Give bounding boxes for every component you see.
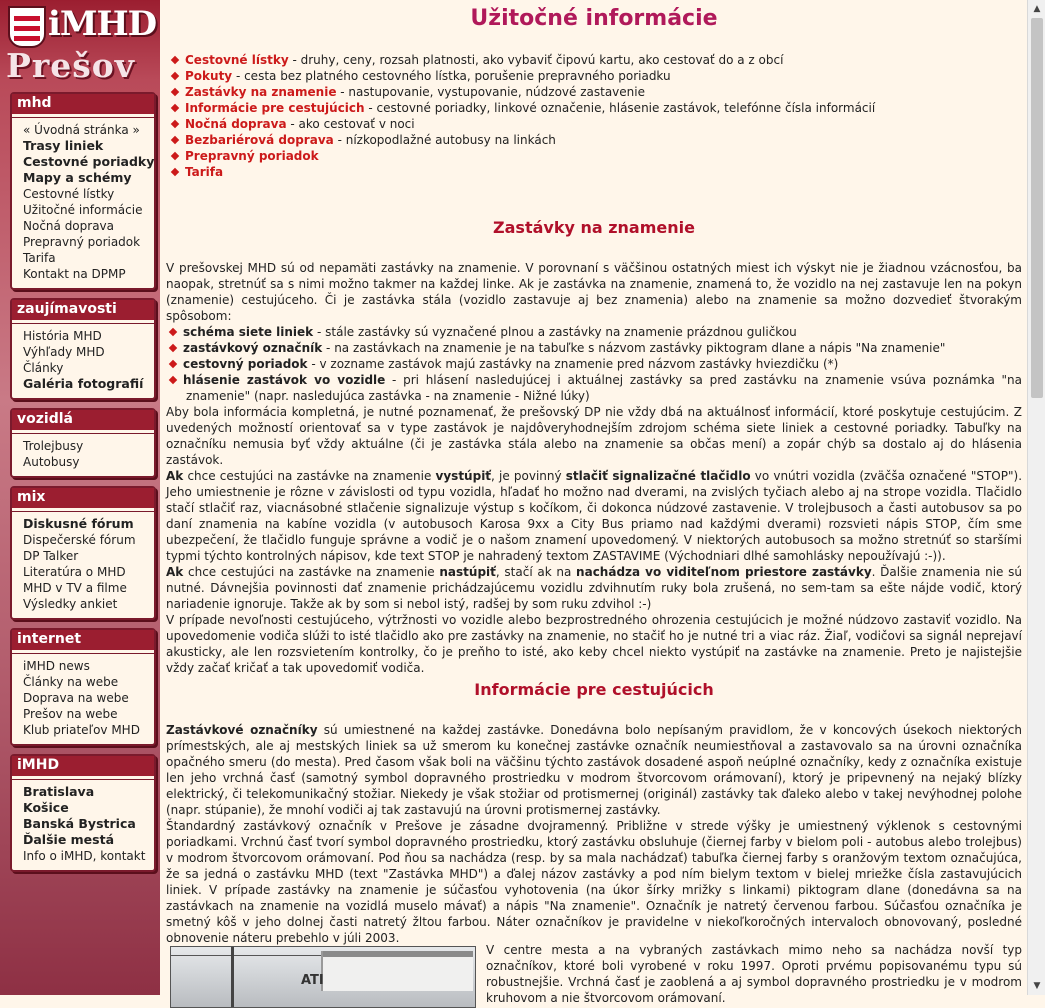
sidebar-item[interactable]: « Úvodná stránka » — [23, 123, 140, 137]
sidebar-menu — [12, 117, 154, 288]
sidebar-section-title: mhd — [12, 94, 154, 117]
info-text — [166, 722, 1022, 946]
list-item — [170, 372, 1022, 404]
bullet-icon — [171, 168, 179, 176]
list-item-term: hlásenie zastávok vo vozidle — [183, 373, 386, 387]
bullet-icon — [171, 120, 179, 128]
bullet-icon — [169, 328, 177, 336]
list-item-term: schéma siete liniek — [183, 325, 314, 339]
sidebar-item[interactable]: Články — [23, 361, 64, 375]
sidebar-section-0 — [10, 92, 156, 290]
sidebar-item[interactable]: Banská Bystrica — [23, 816, 136, 831]
toc-link[interactable]: Zastávky na znamenie — [185, 85, 337, 99]
sidebar-item[interactable]: Cestovné poriadky — [23, 154, 155, 169]
bullet-icon — [171, 88, 179, 96]
toc-description: - ako cestovať v noci — [286, 117, 415, 131]
sidebar-section-title: zaujímavosti — [12, 300, 154, 323]
bullet-icon — [169, 376, 177, 384]
toc-link[interactable]: Prepravný poriadok — [185, 149, 319, 163]
sidebar-item[interactable]: Mapy a schémy — [23, 170, 132, 185]
sidebar-item[interactable]: Cestovné lístky — [23, 187, 115, 201]
sidebar-item[interactable]: Užitočné informácie — [23, 203, 143, 217]
toc-item — [172, 100, 875, 116]
sidebar-section-1 — [10, 298, 156, 400]
list-item-term: zastávkový označník — [183, 341, 323, 355]
bullet-icon — [171, 152, 179, 160]
sidebar-item[interactable]: Tarifa — [23, 251, 56, 265]
list-item-text: - pri hlásení nasledujúcej i aktuálnej zastávky sa pred zastávku na znamenie vsúva poznámka "na znamenie" (napr. nasledujúca zastávka - na znamenie - Nižné lúky) — [186, 373, 1022, 403]
list-item-text: - stále zastávky sú vyznačené plnou a zastávky na znamenie prázdnou guličkou — [313, 325, 797, 339]
sidebar-section-title: iMHD — [12, 756, 154, 779]
sidebar-menu — [12, 779, 154, 870]
scroll-down-icon[interactable]: ▼ — [1033, 981, 1041, 991]
zastavky-paragraph-3: Ak chce cestujúci na zastávke na znamenie vystúpiť, je povinný stlačiť signalizačné tlačidlo vo vnútri vozidla (zväčša označené "STOP"). Jeho umiestnenie je rôzne v závislosti od typu vozidla, hľadať ho možno nad dverami, na zvislých tyčiach alebo aj na strope vozidla. Tlačidlo stačí stlačiť raz, viacnásobné stlačenie signalizuje výstup s kočíkom, či dokonca núdzové zastavenie. V trolejbusoch a časti autobusov sa po daní znamenia na kabíne vozidla (v autobusoch Karosa 9xx a City Bus priamo nad každými dverami) rozsvieti nápis STOP, čím sme ubezpečení, že tlačidlo funguje správne a vodič je o našom znamení upovedomený. V niektorých autobusoch sa možno stretnúť so staršími typmi týchto kontrolných nápisov, kde text STOP je nahradený textom ZASTAVIME (Východniari dlhé samohlásky nepoužívajú :-)). — [166, 469, 1023, 563]
sidebar-item[interactable]: Bratislava — [23, 784, 95, 799]
imhd-presov-logo[interactable] — [0, 0, 160, 88]
sidebar-item[interactable]: Prešov na webe — [23, 707, 118, 721]
sidebar-item[interactable]: Prepravný poriadok — [23, 235, 141, 249]
logo-title: iMHD — [48, 4, 157, 44]
sidebar-section-title: internet — [12, 630, 154, 653]
sidebar-item[interactable]: Výsledky ankiet — [23, 597, 118, 611]
bullet-icon — [171, 104, 179, 112]
sidebar-menu — [12, 653, 154, 744]
sidebar-item[interactable]: História MHD — [23, 329, 102, 343]
list-item-text: - v zozname zastávok majú zastávky na znamenie pred názvom zastávky hviezdičku (*) — [307, 357, 839, 371]
sidebar-item[interactable]: Info o iMHD, kontakt — [23, 849, 146, 863]
list-item — [170, 356, 1022, 372]
bullet-icon — [171, 72, 179, 80]
zastavky-text — [166, 260, 1022, 676]
toc-description: - cestovné poriadky, linkové označenie, hlásenie zastávok, telefónne čísla informácií — [364, 101, 876, 115]
sidebar-menu — [12, 511, 154, 618]
toc-description: - nízkopodlažné autobusy na linkách — [333, 133, 556, 147]
sidebar-item[interactable]: Klub priateľov MHD — [23, 723, 140, 737]
toc-link[interactable]: Nočná doprava — [185, 117, 287, 131]
zastavky-paragraph-4: Ak chce cestujúci na zastávke na znamenie nastúpiť, stačí ak na nachádza vo viditeľnom priestore zastávky. Ďalšie znamenia nie sú nutné. Dávnejšia povinnosti dať znamenie prichádzajúcemu vozidlu zdvihnutím ruky bola zrušená, no sem-tam sa ešte nájde vodič, ktorý nariadenie ignoruje. Takže ak by som si nebol istý, radšej by som ruku zdvihol :-) — [166, 565, 1023, 611]
info-paragraph-1: Zastávkové označníky sú umiestnené na každej zastávke. Donedávna bolo nepísaným pravidlom, že v koncových úsekoch niektorých prímestských, ale aj mestských liniek sa už smerom ku konečnej zastávke označník neumiestňoval a zastavovalo sa na úrovni označníka opačného smeru (do mesta). Pred časom však boli na väčšinu týchto zastávok dosadené aspoň neúplné označníky, kedy z označníka existuje len jeho vrchná časť (samotný symbol dopravného prostriedku v modrom štvorcovom orámovaní), ktorý je pripevnený na nejaký blízky elektrický, či telekomunikačný stožiar. Niekedy je však stožiar od protismernej (originál) zastávky tak ďaleko alebo v takej nevýhodnej polohe (napr. stúpanie), že mnohí vodiči aj tak zastavujú na úrovni protismernej zastávky. — [166, 723, 1022, 817]
sidebar-section-title: vozidlá — [12, 410, 154, 433]
toc-item — [172, 68, 875, 84]
sidebar-section-2 — [10, 408, 156, 478]
toc-link[interactable]: Pokuty — [185, 69, 233, 83]
list-item-text: - na zastávkach na znamenie je na tabuľke s názvom zastávky piktogram dlane a nápis "Na znamenie" — [322, 341, 946, 355]
toc-link[interactable]: Cestovné lístky — [185, 53, 289, 67]
sidebar-item[interactable]: Literatúra o MHD — [23, 565, 126, 579]
list-item — [170, 324, 1022, 340]
photo-sign-text: ATI — [301, 973, 324, 988]
toc-item — [172, 148, 875, 164]
sidebar-item[interactable]: Ďalšie mestá — [23, 832, 115, 847]
bullet-icon — [171, 56, 179, 64]
page-title: Užitočné informácie — [470, 6, 718, 31]
sidebar-item[interactable]: Košice — [23, 800, 69, 815]
logo-city: Prešov — [6, 46, 135, 85]
main-content — [166, 0, 1023, 1005]
list-item — [170, 340, 1022, 356]
sidebar-item[interactable]: Nočná doprava — [23, 219, 115, 233]
bullet-icon — [169, 344, 177, 352]
zastavky-paragraph-2: Aby bola informácia kompletná, je nutné poznamenať, že prešovský DP nie vždy dbá na aktuálnosť informácií, ktoré poskytuje cestujúcim. Z uvedených možností orientovať sa v type zastávok je najdôveryhodnejším zdrojom schéma siete liniek a cestovné poriadky. Tabuľky na označníku nemusia byť vždy aktuálne (či je zastávka stála alebo na znamenie sa občas mení) a zopár chýb sa dostalo aj do hlásenia zastávok. — [166, 405, 1022, 467]
toc-item — [172, 164, 875, 180]
toc-item — [172, 84, 875, 100]
info-paragraph-2: Štandardný zastávkový označník v Prešove je zásadne dvojramenný. Približne v strede výšky je umiestnený výklenok s cestovnými poriadkami. Vrchnú časť tvorí symbol dopravného prostriedku, ktorý zastávku obsluhuje (čiernej farby v bielom poli - autobus alebo trolejbus) v modrom štvorcovom orámovaní. Pod ňou sa nachádza (resp. by sa mala nachádzať) tabuľka čiernej farby s oranžovým textom označujúca, že sa jedná o zastávku MHD (text "Zastávka MHD") a ďalej názov zastávky a pod ním bielym textom v bielej mriežke čísla zastavujúcich liniek. V prípade zastávky na znamenie je súčasťou vyhotovenia (na úkor šírky mrižky s linkami) piktogram dlane (donedávna sa na zastávkach na znamenie na vozidlá muselo mávať) a nápis "Na znamenie". Označník je natretý červenou farbou. Súčasťou označníka je smetný kôš v jeho dolnej časti natretý žltou farbou. Náter označníkov je pravidelne v niekoľkoročných intervaloch obnovovaný, posledné obnovenie náteru prebehlo v júli 2003. — [166, 819, 1022, 945]
sidebar-item[interactable]: Články na webe — [23, 675, 119, 689]
bullet-icon — [169, 360, 177, 368]
toc-link[interactable]: Tarifa — [185, 165, 224, 179]
sidebar-section-5 — [10, 754, 156, 872]
sidebar-item[interactable]: Trolejbusy — [23, 439, 84, 453]
sidebar — [0, 0, 160, 995]
toc-item — [172, 116, 875, 132]
toc-description: - nastupovanie, vystupovanie, núdzové zastavenie — [336, 85, 645, 99]
scrollbar-thumb[interactable] — [1031, 18, 1043, 398]
bullet-icon — [171, 136, 179, 144]
list-item-term: cestovný poriadok — [183, 357, 308, 371]
section-heading-zastavky: Zastávky na znamenie — [493, 218, 695, 237]
sidebar-item[interactable]: Výhľady MHD — [23, 345, 105, 359]
sidebar-item[interactable]: DP Talker — [23, 549, 79, 563]
sidebar-item[interactable]: iMHD news — [23, 659, 90, 673]
table-of-contents — [172, 52, 875, 180]
zastavky-intro: V prešovskej MHD sú od nepamäti zastávky na znamenie. V porovnaní s väčšinou ostatných miest ich výskyt nie je žiadnou vzácnosťou, ba naopak, stretnúť sa s nimi možno takmer na každej linke. Ak je zastávka na znamenie, znamená to, že vozidlo na nej zastavuje len na pokyn (znamenie) cestujúceho. Či je zastávka stála (vozidlo zastavuje aj bez znamenia) alebo na znamenie sa možno dozvedieť štvorakým spôsobom: — [166, 261, 1022, 323]
sidebar-item[interactable]: MHD v TV a filme — [23, 581, 127, 595]
toc-description: - druhy, ceny, rozsah platnosti, ako vybaviť čipovú kartu, ako cestovať do a z obcí — [288, 53, 784, 67]
sidebar-menu — [12, 433, 154, 476]
info-paragraph-3: V centre mesta a na vybraných zastávkach mimo neho sa nachádza novší typ označníkov, ktoré boli vyrobené v roku 1997. Oproti prvému popisovanému typu sú robustnejšie. Vrchná časť je zaoblená a aj symbol dopravného prostriedku je v modrom kruhovom a nie štvorcovom orámovaní. — [486, 943, 1022, 1005]
sidebar-item[interactable]: Doprava na webe — [23, 691, 129, 705]
sidebar-item[interactable]: Diskusné fórum — [23, 516, 134, 531]
toc-link[interactable]: Bezbariérová doprava — [185, 133, 334, 147]
bus-stop-photo[interactable] — [170, 946, 476, 1008]
zastavky-ways-list — [166, 324, 1022, 404]
section-heading-info: Informácie pre cestujúcich — [474, 680, 714, 699]
sidebar-section-title: mix — [12, 488, 154, 511]
sidebar-item[interactable]: Kontakt na DPMP — [23, 267, 126, 281]
sidebar-item[interactable]: Galéria fotografií — [23, 376, 144, 391]
scroll-up-icon[interactable]: ▲ — [1033, 4, 1041, 14]
sidebar-item[interactable]: Autobusy — [23, 455, 80, 469]
toc-item — [172, 132, 875, 148]
toc-link[interactable]: Informácie pre cestujúcich — [185, 101, 365, 115]
sidebar-item[interactable]: Trasy liniek — [23, 138, 104, 153]
toc-description: - cesta bez platného cestovného lístka, porušenie prepravného poriadku — [232, 69, 671, 83]
city-shield-icon — [8, 6, 46, 48]
sidebar-section-3 — [10, 486, 156, 620]
sidebar-menu — [12, 323, 154, 398]
vertical-scrollbar[interactable] — [1027, 0, 1045, 995]
zastavky-paragraph-5: V prípade nevoľnosti cestujúceho, výtržnosti vo vozidle alebo bezprostredného ohrozenia cestujúcich je možné núdzovo zastaviť vozidlo. Na upovedomenie vodiča slúži to isté tlačidlo ako pre zastávky na znamenie, no stačiť ho je nutné tri a viac ráz. Žiaľ, vodičovi sa signál neprejaví akusticky, ale len rozsvietením kontrolky, čo je preňho to isté, ako keby chcel niekto vystúpiť na zastávke na znamenie. Preto je najistejšie vždy začať kričať a tak upovedomiť vodiča. — [166, 613, 1022, 675]
sidebar-section-4 — [10, 628, 156, 746]
toc-item — [172, 52, 875, 68]
sidebar-item[interactable]: Dispečerské fórum — [23, 533, 136, 547]
